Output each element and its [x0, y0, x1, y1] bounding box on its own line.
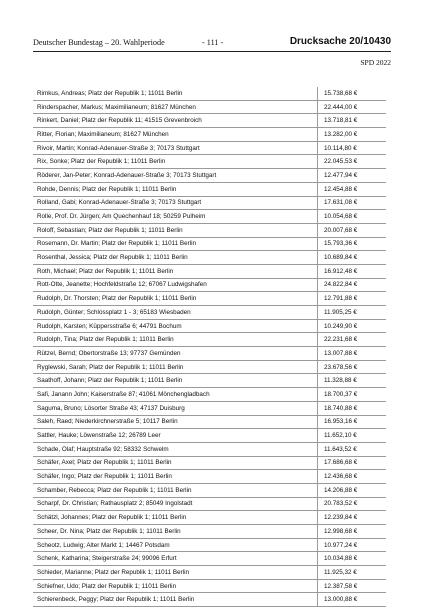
donor-name-address: Röderer, Jan-Peter; Konrad-Adenauer-Straße 3; 70173 Stuttgart	[33, 169, 318, 183]
donation-amount: 11.643,52 €	[318, 442, 387, 456]
donor-name-address: Rudolph, Dr. Thorsten; Platz der Republik 1; 11011 Berlin	[33, 292, 318, 306]
donor-name-address: Scheotz, Ludwig; Alter Markt 1; 14467 Potsdam	[33, 538, 318, 552]
donation-amount: 10.114,80 €	[318, 141, 387, 155]
donor-name-address: Rohde, Dennis; Platz der Republik 1; 11011 Berlin	[33, 182, 318, 196]
donation-amount: 10.249,90 €	[318, 319, 387, 333]
donor-name-address: Schiefner, Udo; Platz der Republik 1; 11011 Berlin	[33, 579, 318, 593]
donation-amount: 13.282,00 €	[318, 128, 387, 142]
donation-amount: 10.977,24 €	[318, 538, 387, 552]
donor-name-address: Roth, Michael; Platz der Republik 1; 11011 Berlin	[33, 264, 318, 278]
table-row	[33, 210, 386, 224]
donation-amount: 12.436,68 €	[318, 470, 387, 484]
donor-name-address: Saleh, Raed; Niederkirchnerstraße 5; 10117 Berlin	[33, 415, 318, 429]
donor-name-address: Schieder, Marianne; Platz der Republik 1; 11011 Berlin	[33, 566, 318, 580]
table-row	[33, 333, 386, 347]
donation-amount: 10.034,88 €	[318, 552, 387, 566]
donation-amount: 12.239,84 €	[318, 511, 387, 525]
table-row	[33, 525, 386, 539]
table-row	[33, 223, 386, 237]
donor-name-address: Rosemann, Dr. Martin; Platz der Republik 1; 11011 Berlin	[33, 237, 318, 251]
document-number: Drucksache 20/10430	[289, 36, 391, 47]
donation-amount: 20.783,52 €	[318, 497, 387, 511]
donor-name-address: Rott-Otte, Jeanette; Hochfeldstraße 12; 67067 Ludwigshafen	[33, 278, 318, 292]
donation-amount: 18.700,37 €	[318, 388, 387, 402]
header-publication: Deutscher Bundestag – 20. Wahlperiode	[33, 38, 165, 47]
donation-amount: 12.998,68 €	[318, 525, 387, 539]
donor-name-address: Schätzl, Johannes; Platz der Republik 1; 11011 Berlin	[33, 511, 318, 525]
donation-amount: 12.454,88 €	[318, 182, 387, 196]
donation-amount: 12.387,58 €	[318, 579, 387, 593]
donation-amount: 15.793,36 €	[318, 237, 387, 251]
donor-name-address: Saguma, Bruno; Lösorter Straße 43; 47137 Duisburg	[33, 401, 318, 415]
donation-amount: 16.912,48 €	[318, 264, 387, 278]
section-subheading: SPD 2022	[360, 58, 391, 67]
donor-name-address: Schamber, Rebecca; Platz der Republik 1; 11011 Berlin	[33, 483, 318, 497]
donation-amount: 22.231,68 €	[318, 333, 387, 347]
donation-amount: 22.045,53 €	[318, 155, 387, 169]
donor-name-address: Roloff, Sebastian; Platz der Republik 1; 11011 Berlin	[33, 223, 318, 237]
table-row	[33, 442, 386, 456]
table-row	[33, 456, 386, 470]
table-row	[33, 374, 386, 388]
donation-amount: 16.953,16 €	[318, 415, 387, 429]
donor-name-address: Rix, Sonke; Platz der Republik 1; 11011 Berlin	[33, 155, 318, 169]
page-number: - 111 -	[202, 38, 224, 47]
donor-name-address: Schäfer, Axel; Platz der Republik 1; 11011 Berlin	[33, 456, 318, 470]
table-row	[33, 292, 386, 306]
table-row	[33, 497, 386, 511]
donor-name-address: Rützel, Bernd; Obertorstraße 13; 97737 Gemünden	[33, 347, 318, 361]
table-row	[33, 538, 386, 552]
donor-name-address: Rosenthal, Jessica; Platz der Republik 1; 11011 Berlin	[33, 251, 318, 265]
table-row	[33, 388, 386, 402]
donation-amount: 23.678,56 €	[318, 360, 387, 374]
donation-amount: 17.631,08 €	[318, 196, 387, 210]
donor-name-address: Ritter, Florian; Maximilianeum; 81627 München	[33, 128, 318, 142]
donation-amount: 13.718,81 €	[318, 114, 387, 128]
donation-amount: 24.822,84 €	[318, 278, 387, 292]
table-row	[33, 264, 386, 278]
donation-amount: 15.738,68 €	[318, 87, 387, 100]
donor-name-address: Schäfer, Ingo; Platz der Republik 1; 11011 Berlin	[33, 470, 318, 484]
donation-amount: 10.689,84 €	[318, 251, 387, 265]
table-row	[33, 114, 386, 128]
table-row	[33, 511, 386, 525]
table-row	[33, 278, 386, 292]
donation-amount: 11.328,88 €	[318, 374, 387, 388]
donor-name-address: Rudolph, Karsten; Küppersstraße 6; 44791 Bochum	[33, 319, 318, 333]
header-divider	[33, 51, 391, 52]
donation-amount: 13.007,88 €	[318, 347, 387, 361]
table-row	[33, 196, 386, 210]
table-row	[33, 579, 386, 593]
donation-amount: 11.925,32 €	[318, 566, 387, 580]
donor-name-address: Schierenbeck, Peggy; Platz der Republik 1; 11011 Berlin	[33, 593, 318, 607]
table-row	[33, 169, 386, 183]
donation-amount: 11.652,10 €	[318, 429, 387, 443]
donor-name-address: Sattler, Hauke; Löwenstraße 12; 26789 Leer	[33, 429, 318, 443]
table-row	[33, 155, 386, 169]
donor-name-address: Rudolph, Günter; Schlossplatz 1 - 3; 65183 Wiesbaden	[33, 306, 318, 320]
table-row	[33, 87, 386, 100]
donor-name-address: Saathoff, Johann; Platz der Republik 1; 11011 Berlin	[33, 374, 318, 388]
table-row	[33, 360, 386, 374]
table-row	[33, 251, 386, 265]
donation-amount: 11.905,25 €	[318, 306, 387, 320]
donor-name-address: Schade, Olaf; Hauptstraße 92; 58332 Schwelm	[33, 442, 318, 456]
donation-table-body	[33, 87, 386, 607]
table-row	[33, 306, 386, 320]
donor-name-address: Rolland, Gabi; Konrad-Adenauer-Straße 3; 70173 Stuttgart	[33, 196, 318, 210]
donation-amount: 20.007,68 €	[318, 223, 387, 237]
table-row	[33, 141, 386, 155]
table-row	[33, 347, 386, 361]
donor-name-address: Rudolph, Tina; Platz der Republik 1; 11011 Berlin	[33, 333, 318, 347]
table-row	[33, 237, 386, 251]
table-row	[33, 401, 386, 415]
donation-amount: 12.477,94 €	[318, 169, 387, 183]
donation-amount: 22.444,00 €	[318, 100, 387, 114]
donor-name-address: Scharpf, Dr. Christian; Rathausplatz 2; 85049 Ingolstadt	[33, 497, 318, 511]
donation-amount: 17.686,68 €	[318, 456, 387, 470]
donor-name-address: Safi, Janann John; Kaiserstraße 87; 41061 Mönchengladbach	[33, 388, 318, 402]
table-row	[33, 319, 386, 333]
table-row	[33, 415, 386, 429]
donor-name-address: Rinkert, Daniel; Platz der Republik 11; 41515 Grevenbroich	[33, 114, 318, 128]
donation-amount: 14.206,88 €	[318, 483, 387, 497]
donor-name-address: Rimkus, Andreas; Platz der Republik 1; 11011 Berlin	[33, 87, 318, 100]
donor-name-address: Schenk, Katharina; Steigerstraße 24; 99096 Erfurt	[33, 552, 318, 566]
table-row	[33, 483, 386, 497]
table-row	[33, 566, 386, 580]
table-row	[33, 100, 386, 114]
donation-amount: 10.054,68 €	[318, 210, 387, 224]
table-row	[33, 128, 386, 142]
table-row	[33, 470, 386, 484]
donation-amount: 12.791,88 €	[318, 292, 387, 306]
table-row	[33, 182, 386, 196]
donation-table	[33, 87, 386, 607]
donation-amount: 13.000,88 €	[318, 593, 387, 607]
table-row	[33, 552, 386, 566]
donation-amount: 18.740,88 €	[318, 401, 387, 415]
donor-name-address: Rolle, Prof. Dr. Jürgen; Am Quechenhauf 18; 50259 Pulheim	[33, 210, 318, 224]
donor-name-address: Rinderspacher, Markus; Maximilianeum; 81627 München	[33, 100, 318, 114]
donor-name-address: Ryglewski, Sarah; Platz der Republik 1; 11011 Berlin	[33, 360, 318, 374]
donor-name-address: Scheer, Dr. Nina; Platz der Republik 1; 11011 Berlin	[33, 525, 318, 539]
donor-name-address: Rivoir, Martin; Konrad-Adenauer-Straße 3; 70173 Stuttgart	[33, 141, 318, 155]
table-row	[33, 429, 386, 443]
